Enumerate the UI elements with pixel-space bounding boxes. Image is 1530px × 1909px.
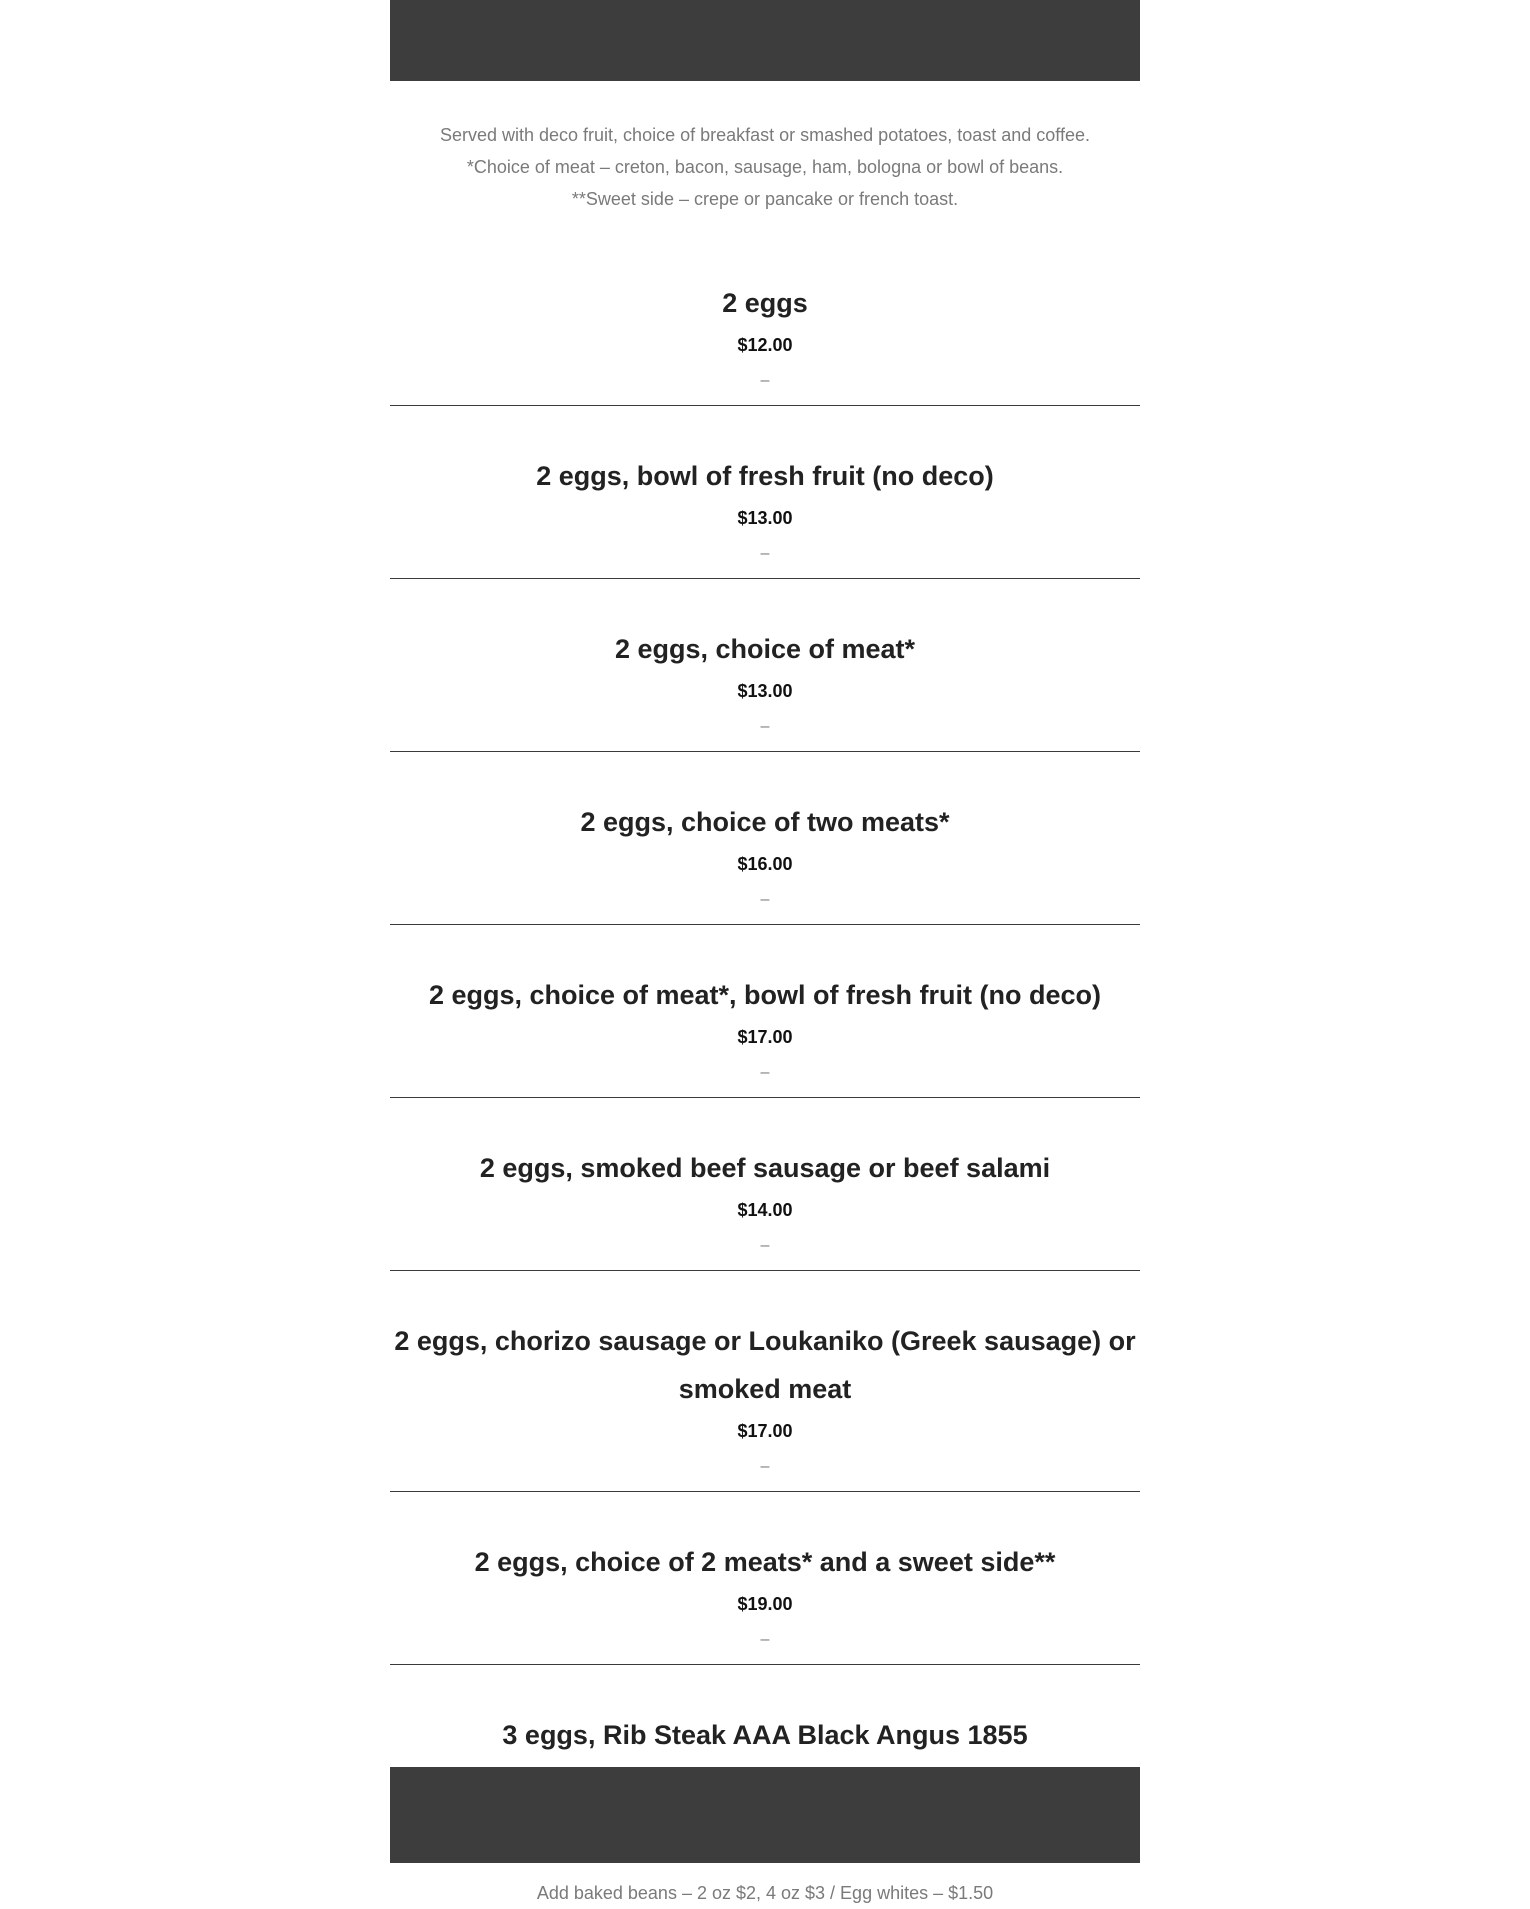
menu-item (390, 259, 1140, 406)
menu-intro (390, 119, 1140, 215)
intro-line: *Choice of meat – creton, bacon, sausage, ham, bologna or bowl of beans. (466, 157, 1064, 177)
menu-item (390, 1124, 1140, 1271)
content-column (390, 0, 1140, 1909)
menu-item-dash: – (760, 1458, 770, 1475)
menu-item-price: $14.00 (737, 1200, 793, 1220)
menu-item-dash: – (760, 1631, 770, 1648)
menu-item-price: $19.00 (737, 1594, 793, 1614)
menu-item-dash: – (760, 1237, 770, 1254)
footer-band (390, 1767, 1140, 1863)
header-band (390, 0, 1140, 81)
menu-item-dash: – (760, 545, 770, 562)
menu-item-name: 2 eggs, choice of two meats* (580, 807, 950, 837)
menu-item-name: 2 eggs, choice of 2 meats* and a sweet side** (474, 1547, 1056, 1577)
menu-item-price: $16.00 (737, 854, 793, 874)
menu-item-name: 2 eggs, bowl of fresh fruit (no deco) (536, 461, 994, 491)
menu-item-price: $12.00 (737, 335, 793, 355)
menu-item-price: $17.00 (737, 1421, 793, 1441)
menu-item (390, 1297, 1140, 1492)
menu-item-price: $13.00 (737, 508, 793, 528)
menu-footnote: Add baked beans – 2 oz $2, 4 oz $3 / Egg whites – $1.50 (536, 1883, 994, 1903)
menu-item-name: 2 eggs, choice of meat*, bowl of fresh fruit (no deco) (428, 980, 1102, 1010)
menu-item-name: 2 eggs, choice of meat* (614, 634, 916, 664)
menu-item (390, 432, 1140, 579)
menu-item-dash: – (760, 372, 770, 389)
menu-item-price: $17.00 (737, 1027, 793, 1047)
menu-item (390, 778, 1140, 925)
menu-item-price: $13.00 (737, 681, 793, 701)
menu-item-dash: – (760, 718, 770, 735)
menu-item-name: 2 eggs (722, 288, 808, 318)
menu-list (390, 259, 1140, 1838)
menu-item-name: 2 eggs, smoked beef sausage or beef salami (479, 1153, 1051, 1183)
menu-item (390, 951, 1140, 1098)
intro-line: Served with deco fruit, choice of breakfast or smashed potatoes, toast and coffee. (439, 125, 1091, 145)
menu-item (390, 1518, 1140, 1665)
menu-item (390, 605, 1140, 752)
menu-item-name: 3 eggs, Rib Steak AAA Black Angus 1855 (502, 1720, 1028, 1750)
intro-line: **Sweet side – crepe or pancake or french toast. (571, 189, 959, 209)
menu-item-dash: – (760, 891, 770, 908)
menu-item-name: 2 eggs, chorizo sausage or Loukaniko (Greek sausage) or smoked meat (394, 1326, 1136, 1404)
menu-item-dash: – (760, 1064, 770, 1081)
